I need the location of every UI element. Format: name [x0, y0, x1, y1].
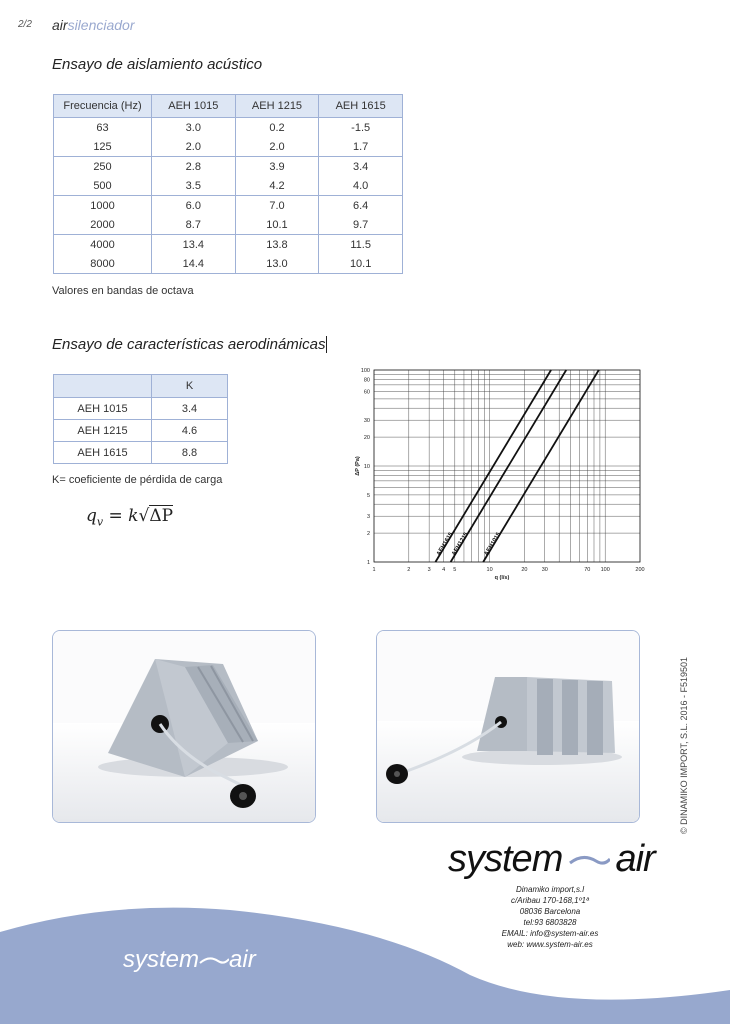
column-header: AEH 1015 — [152, 95, 236, 118]
x-tick-label: 30 — [541, 567, 548, 573]
table-cell: 2000 — [54, 215, 152, 235]
footer-logo — [123, 946, 256, 974]
table-cell: 3.5 — [152, 176, 236, 196]
address-line: Dinamiko import,s.l — [515, 885, 584, 894]
table-row — [54, 118, 403, 138]
table-row — [54, 176, 403, 196]
copyright-text: © DINAMIKO IMPORT, S.L. 2016 - F519501 — [679, 656, 689, 834]
table-cell: 2.8 — [152, 157, 236, 177]
table-cell: 7.0 — [235, 196, 319, 216]
footer-logo-word1: system — [123, 946, 200, 973]
table-cell: 4000 — [54, 235, 152, 255]
y-tick-label: 30 — [363, 418, 370, 425]
y-tick-label: 20 — [363, 435, 370, 442]
series-label: AEH1215 — [451, 531, 470, 558]
column-header: AEH 1615 — [319, 95, 403, 118]
x-tick-label: 4 — [442, 567, 446, 573]
y-tick-label: 5 — [366, 492, 370, 499]
footer-logo-word2: air — [229, 946, 256, 973]
column-header: AEH 1215 — [235, 95, 319, 118]
brand-title — [52, 17, 135, 33]
section-title-acoustic: Ensayo de aislamiento acústico — [52, 56, 263, 73]
y-axis-label: ΔP (Pa) — [355, 456, 361, 476]
table-cell: 1.7 — [319, 137, 403, 157]
y-tick-label: 2 — [366, 531, 370, 538]
series-label: AEH1615 — [436, 531, 455, 558]
formula: $q_v = k√\Delta P$ — [86, 506, 174, 529]
table-cell: 3.0 — [152, 118, 236, 138]
section-title-aero: Ensayo de características aerodinámicas — [52, 336, 326, 353]
footer-wave — [0, 880, 730, 1024]
table-header-row — [54, 375, 228, 398]
table-cell: 14.4 — [152, 254, 236, 274]
x-tick-label: 1 — [372, 567, 376, 573]
table-row — [54, 420, 228, 442]
y-tick-label: 80 — [363, 377, 370, 384]
table-cell: 8000 — [54, 254, 152, 274]
table-row — [54, 398, 228, 420]
y-tick-label: 60 — [363, 389, 370, 396]
table-row — [54, 157, 403, 177]
x-tick-label: 100 — [600, 567, 610, 573]
table-cell: AEH 1615 — [54, 442, 152, 464]
table-cell: -1.5 — [319, 118, 403, 138]
table-cell: 13.4 — [152, 235, 236, 255]
logo-word2: air — [615, 838, 655, 880]
pressure-flow-chart — [352, 362, 652, 584]
table-cell: 4.6 — [152, 420, 228, 442]
k-table — [53, 374, 228, 464]
address-line: 08036 Barcelona — [519, 907, 581, 916]
x-tick-label: 20 — [521, 567, 528, 573]
table-cell: 10.1 — [319, 254, 403, 274]
y-tick-label: 10 — [363, 464, 370, 470]
column-header: Frecuencia (Hz) — [54, 95, 152, 118]
table-cell: 4.0 — [319, 176, 403, 196]
octave-note: Valores en bandas de octava — [52, 285, 194, 297]
table-cell: 2.0 — [235, 137, 319, 157]
brand-part1: air — [52, 17, 68, 33]
table-row — [54, 137, 403, 157]
y-tick-label: 3 — [366, 514, 370, 521]
table-cell: 8.8 — [152, 442, 228, 464]
acoustic-table — [53, 94, 403, 274]
address-line: EMAIL: info@system-air.es — [501, 929, 599, 938]
table-cell: AEH 1215 — [54, 420, 152, 442]
x-tick-label: 10 — [486, 567, 493, 573]
logo-word1: system — [448, 838, 563, 880]
table-cell: 4.2 — [235, 176, 319, 196]
table-cell: 500 — [54, 176, 152, 196]
table-cell: 3.9 — [235, 157, 319, 177]
address-line: web: www.system-air.es — [507, 940, 593, 949]
table-cell: 125 — [54, 137, 152, 157]
table-cell: 11.5 — [319, 235, 403, 255]
footer-swoosh-icon — [199, 954, 229, 968]
table-cell: 8.7 — [152, 215, 236, 235]
table-cell: 250 — [54, 157, 152, 177]
table-cell: 13.8 — [235, 235, 319, 255]
table-row — [54, 196, 403, 216]
table-row — [54, 235, 403, 255]
address-line: tel:93 6803828 — [523, 918, 577, 927]
product-photo-right — [376, 630, 640, 823]
table-header-row — [54, 95, 403, 118]
x-axis-label: q (l/s) — [494, 575, 510, 581]
table-cell: 13.0 — [235, 254, 319, 274]
table-cell: 6.0 — [152, 196, 236, 216]
table-cell: 63 — [54, 118, 152, 138]
y-tick-label: 100 — [360, 368, 370, 374]
table-cell: 9.7 — [319, 215, 403, 235]
address-line: c/Aribau 170-168,1º1ª — [511, 896, 589, 905]
table-row — [54, 254, 403, 274]
x-tick-label: 5 — [453, 567, 457, 573]
table-cell: 3.4 — [152, 398, 228, 420]
table-cell: 3.4 — [319, 157, 403, 177]
x-tick-label: 3 — [427, 567, 431, 573]
table-row — [54, 215, 403, 235]
table-cell: 6.4 — [319, 196, 403, 216]
brand-part2: silenciador — [67, 17, 135, 33]
page-number: 2/2 — [18, 19, 32, 30]
product-photo-left — [52, 630, 316, 823]
x-tick-label: 2 — [407, 567, 411, 573]
x-tick-label: 70 — [584, 567, 591, 573]
table-cell: 2.0 — [152, 137, 236, 157]
systemair-logo — [448, 838, 655, 881]
logo-swoosh-icon — [568, 851, 610, 871]
x-tick-label: 200 — [635, 567, 645, 573]
k-note: K= coeficiente de pérdida de carga — [52, 474, 223, 486]
y-tick-label: 1 — [366, 560, 370, 566]
table-cell: 0.2 — [235, 118, 319, 138]
column-header — [54, 375, 152, 398]
column-header: K — [152, 375, 228, 398]
table-cell: AEH 1015 — [54, 398, 152, 420]
table-cell: 10.1 — [235, 215, 319, 235]
series-label: AEH1015 — [483, 531, 503, 558]
table-row — [54, 442, 228, 464]
table-cell: 1000 — [54, 196, 152, 216]
